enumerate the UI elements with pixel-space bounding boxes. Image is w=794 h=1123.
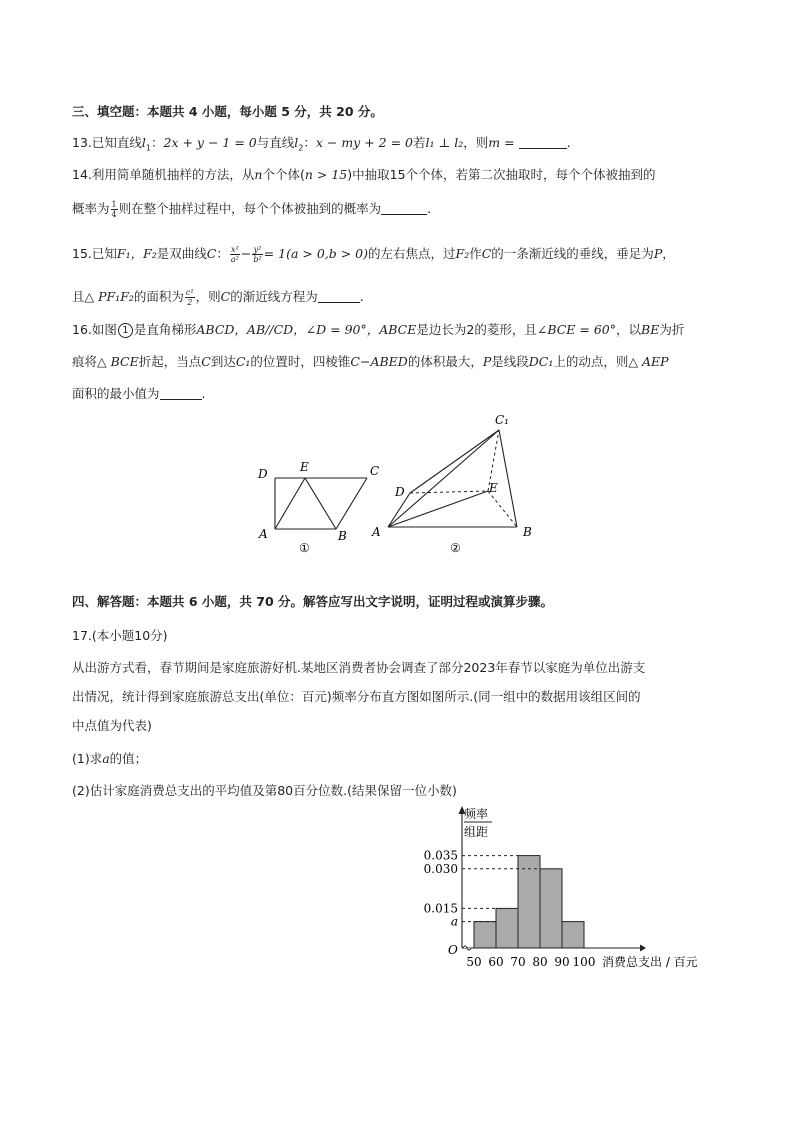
fig1-caption: ①: [299, 541, 310, 555]
fig1-label-b: B: [338, 529, 347, 543]
answer-blank[interactable]: [519, 136, 567, 149]
q15-text: 的一条渐近线的垂线，垂足为: [491, 246, 654, 261]
fig1-label-d: D: [258, 467, 268, 481]
y-tick-label: 0.030: [423, 861, 458, 876]
q13-l2-sub: 2: [298, 143, 304, 153]
fig2-label-a: A: [372, 525, 381, 539]
x-tick-label: 70: [510, 955, 526, 969]
q15-c: C: [481, 246, 492, 261]
q14-text: .: [427, 201, 432, 216]
q15-text: 是双曲线: [156, 246, 207, 261]
y-tick-label: 0.035: [423, 848, 458, 863]
y-axis-label-denominator: 组距: [464, 825, 489, 839]
q17-text: 的值；: [109, 751, 148, 766]
question-15-line-2: [72, 288, 364, 307]
q16-dc1: DC₁: [528, 354, 554, 369]
fig1-label-c: C: [370, 464, 380, 478]
q14-text: 概率为: [72, 201, 110, 216]
q15-text: .: [359, 289, 364, 304]
q13-text: ，则: [463, 135, 489, 150]
q16-text: ，以: [616, 322, 642, 337]
q13-eq2: x − my + 2 = 0: [315, 135, 413, 150]
q15-text: 的左右焦点，过: [368, 246, 456, 261]
q14-fraction: $\frac{1}{4}$: [111, 200, 117, 219]
q17-a: a: [102, 751, 110, 766]
q16-text: 是直角梯形: [133, 322, 197, 337]
histogram-bar: [474, 922, 496, 948]
q15-text: 且: [72, 289, 85, 304]
answer-blank[interactable]: [381, 202, 427, 215]
q13-text: .: [566, 135, 571, 150]
x-tick-label: 90: [554, 955, 570, 969]
q14-n: n: [254, 167, 263, 182]
q15-frac-area: $\frac{\text{c²}}{2}$: [185, 288, 194, 307]
q16-text: 为折: [659, 322, 685, 337]
q15-eq: = 1(a > 0,b > 0): [263, 246, 368, 261]
q15-p: P: [653, 246, 663, 261]
x-axis-arrow: [640, 945, 646, 952]
q13-text: 13.已知直线: [72, 135, 142, 150]
geometry-figure-2: [365, 410, 540, 560]
q16-c: C: [201, 354, 211, 369]
q13-l2: l: [294, 135, 299, 150]
q16-pyramid: C−ABED: [350, 354, 408, 369]
q16-text: 的位置时，四棱锥: [250, 354, 351, 369]
q14-text: 14.利用简单随机抽样的方法，从: [72, 167, 255, 182]
q16-text: 是线段: [491, 354, 529, 369]
q15-text: ：: [216, 246, 229, 261]
q14-text: 则在整个抽样过程中，每个个体被抽到的概率为: [118, 201, 382, 216]
q13-text: ：: [150, 135, 164, 150]
question-16-line-3: [72, 385, 206, 403]
q15-c: C: [220, 289, 231, 304]
q15-f2: F₂: [455, 246, 470, 261]
q16-text: 上的动点，则: [553, 354, 629, 369]
q13-m: m =: [488, 135, 515, 150]
question-17-title: 17.(本小题10分): [72, 628, 168, 643]
q16-text: 痕将: [72, 354, 98, 369]
fig2-label-b: B: [523, 525, 532, 539]
q15-text: 的渐近线方程为: [230, 289, 318, 304]
q15-text: 的面积为: [133, 289, 184, 304]
section-3-heading: 三、填空题：本题共 4 小题，每小题 5 分，共 20 分。: [72, 104, 383, 119]
question-17-para-3: 中点值为代表): [72, 718, 152, 733]
q15-frac-x: $\frac{\text{x²}}{\text{a²}}$: [230, 245, 239, 264]
q13-eq1: 2x + y − 1 = 0: [163, 135, 257, 150]
q16-text: 折起，当点: [138, 354, 202, 369]
origin-label: O: [448, 943, 458, 957]
q16-triangle: △ BCE: [97, 354, 139, 369]
fig1-label-a: A: [259, 527, 268, 541]
axis-break: [463, 946, 471, 950]
q16-text: .: [201, 386, 206, 401]
question-14-line-2: [72, 200, 431, 219]
q15-triangle: △ PF₁F₂: [84, 289, 134, 304]
q13-text: 若: [413, 135, 426, 150]
q15-frac-y: $\frac{\text{y²}}{\text{b²}}$: [253, 245, 262, 264]
fig1-label-e: E: [300, 460, 309, 474]
q16-text: 16.如图: [72, 322, 117, 337]
q16-text: 的体积最大，: [407, 354, 483, 369]
question-17-para-2: 出情况，统计得到家庭旅游总支出(单位：百元)频率分布直方图如图所示.(同一组中的数据用该组区间的: [72, 689, 641, 704]
histogram-bar: [496, 908, 518, 948]
q16-angle: ∠BCE = 60°: [536, 322, 617, 337]
q16-circled-number: 1: [118, 323, 133, 338]
q15-text: 15.已知: [72, 246, 117, 261]
q16-math: ABCD，AB//CD，∠D = 90°，ABCE: [196, 322, 417, 337]
x-tick-label: 50: [466, 955, 482, 969]
q16-text: 是边长为2的菱形，且: [416, 322, 537, 337]
fig2-caption: ②: [450, 541, 461, 555]
q14-cond: n > 15: [304, 167, 348, 182]
q15-text: 作: [469, 246, 482, 261]
answer-blank[interactable]: [160, 387, 202, 400]
q13-text: 与直线: [256, 135, 295, 150]
question-14-line-1: [72, 166, 656, 184]
y-axis-label-numerator: 频率: [464, 807, 489, 821]
section-4-heading: 四、解答题：本题共 6 小题，共 70 分。解答应写出文字说明，证明过程或演算步骤。: [72, 594, 554, 609]
y-tick-label: 0.015: [423, 901, 458, 916]
q13-text: ：: [303, 135, 316, 150]
fig2-label-d: D: [395, 485, 405, 499]
frequency-histogram: [400, 800, 730, 980]
y-tick-label: a: [450, 914, 458, 929]
histogram-bar: [540, 869, 562, 948]
question-17-para-1: 从出游方式看，春节期间是家庭旅游好机.某地区消费者协会调查了部分2023年春节以家庭为单位出游支: [72, 660, 646, 675]
q15-foci: F₁，F₂: [116, 246, 157, 261]
fig2-label-c1: C₁: [495, 413, 509, 427]
q13-l1: l: [141, 135, 146, 150]
q13-perp: l₁ ⊥ l₂: [425, 135, 464, 150]
question-15-line-1: [72, 245, 675, 264]
histogram-bar: [518, 856, 540, 948]
q16-text: 面积的最小值为: [72, 386, 160, 401]
x-axis-label: 消费总支出 / 百元: [602, 955, 698, 969]
q16-text: 到达: [210, 354, 236, 369]
x-tick-label: 80: [532, 955, 548, 969]
q16-aep: △ AEP: [628, 354, 669, 369]
question-16-line-1: [72, 321, 684, 339]
question-13: [72, 134, 571, 158]
q15-text: ，则: [195, 289, 221, 304]
q15-c: C: [206, 246, 217, 261]
answer-blank[interactable]: [318, 290, 360, 303]
question-17-sub-2: (2)估计家庭消费总支出的平均值及第80百分位数.(结果保留一位小数): [72, 783, 457, 798]
fig2-label-e: E: [489, 481, 498, 495]
q16-be: BE: [641, 322, 660, 337]
x-tick-label: 100: [572, 955, 596, 969]
x-tick-label: 60: [488, 955, 504, 969]
q15-minus: −: [240, 246, 252, 261]
q16-c1: C₁: [235, 354, 251, 369]
q15-text: ，: [662, 246, 675, 261]
question-16-line-2: 痕将△ BCE折起，当点C到达C₁的位置时，四棱锥C−ABED的体积最大，P是线段DC₁上的动点，则△ AEP: [72, 354, 669, 369]
q13-l1-sub: 1: [145, 143, 151, 153]
q17-text: (1)求: [72, 751, 103, 766]
histogram-bar: [562, 922, 584, 948]
question-17-sub-1: [72, 750, 147, 768]
q14-text: )中抽取15个个体，若第二次抽取时，每个个体被抽到的: [347, 167, 656, 182]
q14-text: 个个体(: [262, 167, 305, 182]
